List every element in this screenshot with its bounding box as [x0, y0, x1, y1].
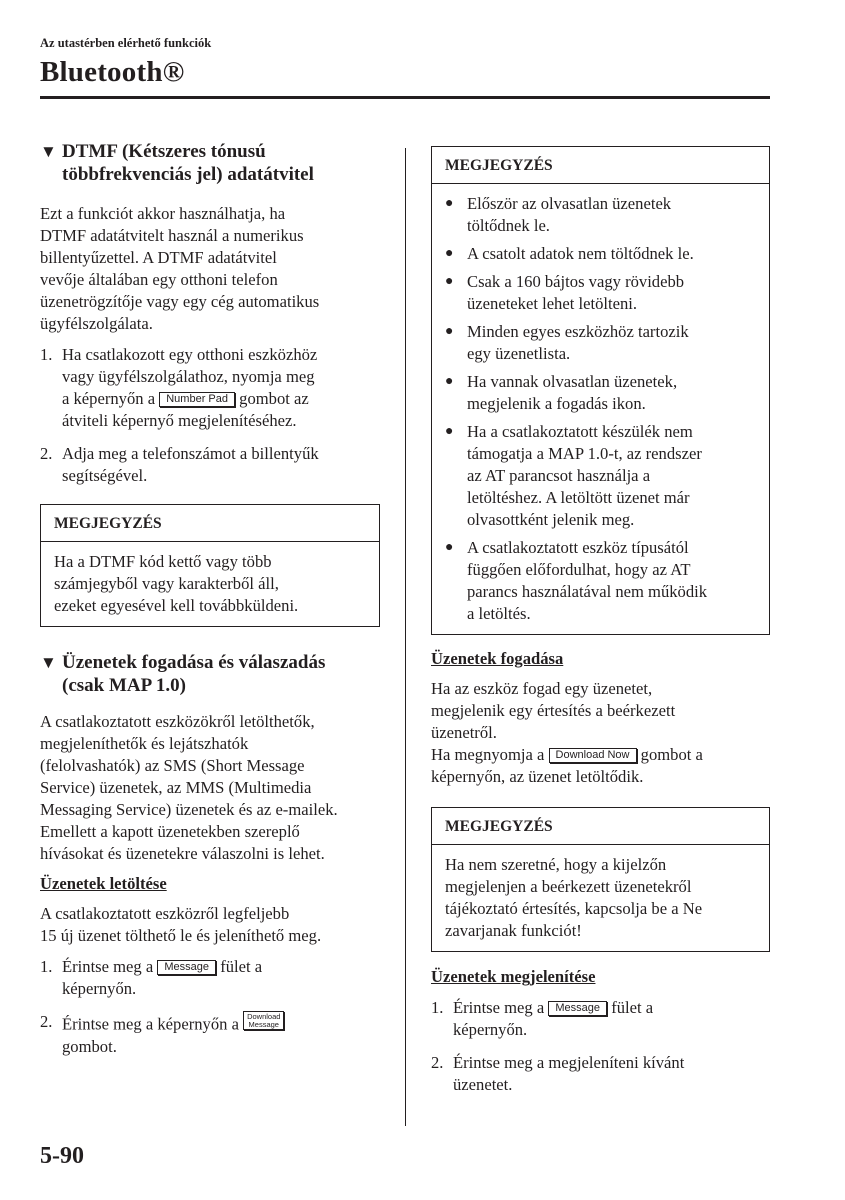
display-steps [431, 997, 770, 1096]
bullet-icon: ● [445, 374, 454, 389]
messages-note-box [431, 146, 770, 635]
download-now-button[interactable]: Download Now [549, 748, 637, 763]
page-title: Bluetooth® [40, 56, 185, 88]
bullet-icon: ● [445, 324, 454, 339]
dtmf-steps [40, 344, 380, 487]
dtmf-heading-line1: DTMF (Kétszeres tónusú [62, 141, 266, 162]
note-bullet-item: ● Minden egyes eszközhöz tartozik egy üzenetlista. [445, 322, 689, 363]
bullet-icon: ● [445, 196, 454, 211]
note-body: Ha nem szeretné, hogy a kijelzőn megjelenjen a beérkezett üzenetekről tájékoztató értesítés, kapcsolja be a Ne zavarjanak funkciót! [445, 855, 703, 940]
download-step-2: 2. Érintse meg a képernyőn a Download Message gombot. [40, 1011, 380, 1058]
download-subheading: Üzenetek letöltése [40, 874, 167, 893]
dtmf-step-2: 2. Adja meg a telefonszámot a billentyűk segítségével. [40, 444, 319, 485]
download-step-1: 1. Érintse meg a Message fület a képernyőn. [40, 957, 263, 998]
messages-heading-line2: (csak MAP 1.0) [62, 675, 187, 696]
column-divider [405, 148, 406, 1126]
notification-note-box [431, 807, 770, 952]
display-step-2: 2. Érintse meg a megjeleníteni kívánt üzenetet. [431, 1053, 685, 1094]
section-label: Az utastérben elérhető funkciók [40, 36, 212, 50]
left-column [40, 140, 380, 1058]
dtmf-intro: Ezt a funkciót akkor használhatja, ha DTMF adatátvitelt használ a numerikus billentyűzettel. A DTMF adatátvitel vevője általában egy otthoni telefon üzenetrögzítője vagy egy cég automatikus ügyfélszolgálata. [40, 204, 320, 333]
title-rule [40, 96, 770, 99]
messages-intro: A csatlakoztatott eszközökről letölthetők, megjeleníthetők és lejátszhatók (felolvashatók) az SMS (Short Message Service) üzenetek, az MMS (Multimedia Messaging Service) üzenetek és az e-mailek. Emellett a kapott üzenetekben szereplő hívásokat és üzenetekre válaszolni is lehet. [40, 712, 338, 863]
note-body: Ha a DTMF kód kettő vagy több számjegyből vagy karakterből áll, ezeket egyesével kell továbbküldeni. [54, 552, 299, 615]
right-column [431, 146, 770, 1096]
number-pad-button[interactable]: Number Pad [159, 392, 235, 407]
message-tab-button[interactable]: Message [548, 1001, 607, 1016]
display-subheading: Üzenetek megjelenítése [431, 967, 596, 986]
note-header: MEGJEGYZÉS [432, 808, 769, 845]
receive-text: Ha az eszköz fogad egy üzenetet, megjelenik egy értesítés a beérkezett üzenetről. Ha megnyomja a Download Now gombot a képernyőn, az üzenet letöltődik. [431, 679, 703, 786]
messages-heading-line1: Üzenetek fogadása és válaszadás [62, 652, 326, 673]
messages-heading [40, 651, 380, 697]
bullet-icon: ● [445, 274, 454, 289]
note-bullet-item: ● Először az olvasatlan üzenetek töltődnek le. [445, 194, 672, 235]
download-intro: A csatlakoztatott eszközről legfeljebb 15 új üzenet tölthető le és jeleníthető meg. [40, 904, 322, 945]
download-steps [40, 956, 380, 1058]
download-message-button[interactable]: Download Message [243, 1011, 284, 1030]
bullet-icon: ● [445, 540, 454, 555]
note-bullet-item: ● A csatolt adatok nem töltődnek le. [445, 244, 694, 263]
note-header: MEGJEGYZÉS [41, 505, 379, 542]
dtmf-heading-line2: többfrekvenciás jel) adatátvitel [62, 164, 314, 185]
display-step-1: 1. Érintse meg a Message fület a képernyőn. [431, 998, 654, 1039]
receive-subheading: Üzenetek fogadása [431, 649, 564, 668]
dtmf-heading [40, 140, 380, 186]
message-tab-button[interactable]: Message [157, 960, 216, 975]
note-body [432, 184, 769, 634]
page-number: 5-90 [40, 1143, 84, 1169]
note-bullet-list [445, 193, 756, 625]
dtmf-note-box [40, 504, 380, 627]
note-header: MEGJEGYZÉS [432, 147, 769, 184]
dtmf-step-1: 1. Ha csatlakozott egy otthoni eszközhöz vagy ügyfélszolgálathoz, nyomja meg a képernyőn a Number Pad gombot az átviteli képernyő megjelenítéséhez. [40, 345, 318, 430]
bullet-icon: ● [445, 424, 454, 439]
bullet-icon: ● [445, 246, 454, 261]
note-bullet-item: ● Csak a 160 bájtos vagy rövidebb üzeneteket lehet letölteni. [445, 272, 685, 313]
note-bullet-item: ● A csatlakoztatott eszköz típusától függően előfordulhat, hogy az AT parancs használatával nem működik a letöltés. [445, 538, 708, 623]
note-bullet-item: ● Ha a csatlakoztatott készülék nem támogatja a MAP 1.0-t, az rendszer az AT parancsot használja a letöltéshez. A letöltött üzenet már olvasottként jelenik meg. [445, 422, 702, 529]
note-bullet-item: ● Ha vannak olvasatlan üzenetek, megjelenik a fogadás ikon. [445, 372, 678, 413]
triangle-marker-icon: ▼ [40, 142, 57, 161]
triangle-marker-icon: ▼ [40, 653, 57, 672]
